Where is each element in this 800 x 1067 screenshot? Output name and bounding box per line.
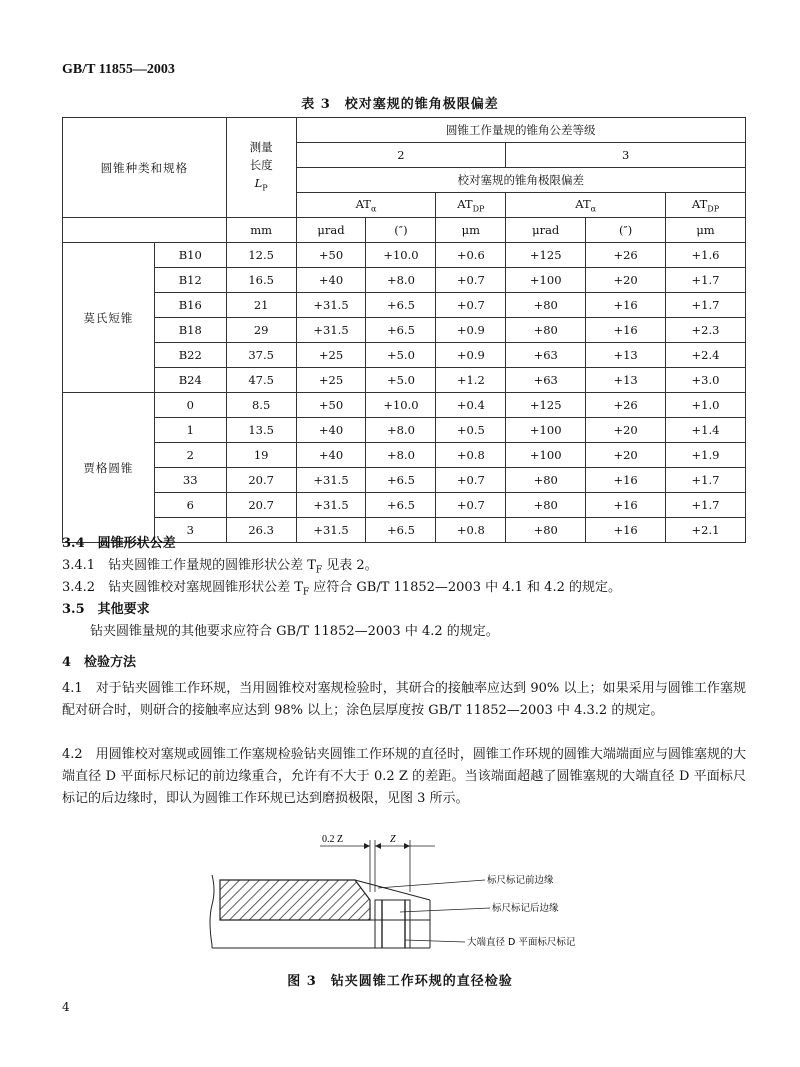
unit-um-3: μm [666, 218, 746, 243]
cell-c3: +0.8 [436, 518, 506, 543]
cell-c6: +1.7 [666, 293, 746, 318]
cell-c2: +8.0 [366, 268, 436, 293]
section-3-4-2: 3.4.2 钻夹圆锥校对塞规圆锥形状公差 $T_F$ 应符合 GB/T 11852—2003 中 4.1 和 4.2 的规定。 [62, 580, 621, 598]
unit-um-2: μm [436, 218, 506, 243]
cell-c1: +25 [296, 368, 366, 393]
table-row [63, 443, 746, 468]
header-length: 测量 长度 $L_P$ [226, 118, 296, 218]
cell-lp: 26.3 [226, 518, 296, 543]
cell-c4: +80 [506, 293, 586, 318]
standard-code: GB/T 11855—2003 [62, 62, 175, 77]
cell-c1: +31.5 [296, 318, 366, 343]
cell-c4: +63 [506, 343, 586, 368]
cell-lp: 21 [226, 293, 296, 318]
header-grade: 圆锥工作量规的锥角公差等级 [296, 118, 745, 143]
cell-c4: +63 [506, 368, 586, 393]
cell-c6: +2.4 [666, 343, 746, 368]
cell-c2: +6.5 [366, 468, 436, 493]
table-row [63, 243, 746, 268]
table-row [63, 493, 746, 518]
header-category: 圆锥种类和规格 [63, 118, 227, 218]
section-4-2: 4.2 用圆锥校对塞规或圆锥工作塞规检验钻夹圆锥工作环规的直径时，圆锥工作环规的圆锥大端端面应与圆锥塞规的大端直径 D 平面标尺标记的前边缘重合，允许有不大于 0.2 Z 的差距。当该端面超越了圆锥塞规的大端直径 D 平面标尺标记的后边缘时，即认为圆锥工作环规已达到磨损极限，见图 3 所示。 [62, 747, 746, 806]
cell-c3: +0.7 [436, 268, 506, 293]
cell-c5: +20 [586, 268, 666, 293]
header-grade-3: 3 [506, 143, 746, 168]
cell-c3: +0.7 [436, 468, 506, 493]
table-row [63, 343, 746, 368]
header-at-dp-2: $AT_{DP}$ [436, 193, 506, 218]
cell-c6: +1.6 [666, 243, 746, 268]
cell-c5: +20 [586, 418, 666, 443]
label-back-edge: 标尺标记后边缘 [492, 903, 559, 914]
cell-c2: +6.5 [366, 318, 436, 343]
page-number: 4 [62, 1000, 70, 1014]
cell-c1: +31.5 [296, 468, 366, 493]
cell-c6: +1.7 [666, 468, 746, 493]
cell-c4: +80 [506, 468, 586, 493]
cell-spec: B24 [154, 368, 226, 393]
cell-c3: +0.6 [436, 243, 506, 268]
cell-lp: 47.5 [226, 368, 296, 393]
group-name: 贾格圆锥 [63, 393, 155, 543]
header-at-alpha-2: $AT_\alpha$ [296, 193, 436, 218]
cell-c1: +31.5 [296, 293, 366, 318]
cell-spec: 33 [154, 468, 226, 493]
cell-c2: +6.5 [366, 518, 436, 543]
cell-c1: +25 [296, 343, 366, 368]
unit-urad-2: μrad [296, 218, 366, 243]
figure-3-diagram [200, 830, 620, 960]
cell-c4: +125 [506, 393, 586, 418]
cell-c1: +40 [296, 418, 366, 443]
section-3-5-heading: 3.5 其他要求 [62, 602, 150, 617]
unit-sec-3: (″) [586, 218, 666, 243]
cell-c2: +8.0 [366, 443, 436, 468]
table-row [63, 268, 746, 293]
section-4-1: 4.1 对于钻夹圆锥工作环规，当用圆锥校对塞规检验时，其研合的接触率应达到 90% 以上；如果采用与圆锥工作塞规配对研合时，则研合的接触率应达到 98% 以上；涂色层厚度按 GB/T 11852—2003 中 4.3.2 的规定。 [62, 681, 746, 718]
cell-spec: 1 [154, 418, 226, 443]
label-plane-mark: 大端直径 D 平面标尺标记 [467, 937, 576, 948]
cell-c5: +16 [586, 318, 666, 343]
cell-lp: 8.5 [226, 393, 296, 418]
cell-c1: +40 [296, 268, 366, 293]
cell-lp: 16.5 [226, 268, 296, 293]
cell-c5: +26 [586, 393, 666, 418]
cell-c5: +26 [586, 243, 666, 268]
cell-c1: +40 [296, 443, 366, 468]
cell-c3: +1.2 [436, 368, 506, 393]
figure-caption: 图 3 钻夹圆锥工作环规的直径检验 [287, 974, 513, 989]
cell-c6: +1.7 [666, 268, 746, 293]
cell-spec: B18 [154, 318, 226, 343]
cell-c3: +0.7 [436, 493, 506, 518]
cell-c2: +10.0 [366, 393, 436, 418]
header-at-dp-3: $AT_{DP}$ [666, 193, 746, 218]
deviation-table [62, 117, 746, 543]
cell-c6: +2.3 [666, 318, 746, 343]
cell-c4: +80 [506, 518, 586, 543]
unit-blank [63, 218, 227, 243]
cell-c5: +20 [586, 443, 666, 468]
cell-spec: 6 [154, 493, 226, 518]
cell-c2: +8.0 [366, 418, 436, 443]
cell-c6: +2.1 [666, 518, 746, 543]
cell-c4: +100 [506, 418, 586, 443]
cell-c4: +125 [506, 243, 586, 268]
header-grade-2: 2 [296, 143, 506, 168]
cell-spec: B22 [154, 343, 226, 368]
cell-c2: +10.0 [366, 243, 436, 268]
cell-c6: +3.0 [666, 368, 746, 393]
cell-c5: +16 [586, 468, 666, 493]
header-deviation: 校对塞规的锥角极限偏差 [296, 168, 745, 193]
table-row [63, 368, 746, 393]
cell-c5: +16 [586, 493, 666, 518]
label-z: Z [390, 834, 396, 845]
cell-c5: +16 [586, 293, 666, 318]
cell-c2: +6.5 [366, 293, 436, 318]
section-3-4-1: 3.4.1 钻夹圆锥工作量规的圆锥形状公差 $T_F$ 见表 2。 [62, 558, 378, 576]
cell-lp: 20.7 [226, 493, 296, 518]
cell-c1: +31.5 [296, 518, 366, 543]
cell-c1: +50 [296, 243, 366, 268]
cell-c3: +0.8 [436, 443, 506, 468]
cell-lp: 29 [226, 318, 296, 343]
cell-lp: 12.5 [226, 243, 296, 268]
table-title: 表 3 校对塞规的锥角极限偏差 [301, 97, 499, 112]
cell-c2: +6.5 [366, 493, 436, 518]
cell-c3: +0.5 [436, 418, 506, 443]
cell-c2: +5.0 [366, 368, 436, 393]
cell-lp: 13.5 [226, 418, 296, 443]
cell-spec: 2 [154, 443, 226, 468]
cell-c1: +31.5 [296, 493, 366, 518]
table-row [63, 293, 746, 318]
cell-c4: +100 [506, 443, 586, 468]
cell-c5: +16 [586, 518, 666, 543]
cell-lp: 19 [226, 443, 296, 468]
cell-c3: +0.4 [436, 393, 506, 418]
cell-c3: +0.9 [436, 343, 506, 368]
label-front-edge: 标尺标记前边缘 [487, 875, 554, 886]
cell-c6: +1.7 [666, 493, 746, 518]
cell-c3: +0.7 [436, 293, 506, 318]
section-4-heading: 4 检验方法 [62, 655, 137, 670]
cell-c1: +50 [296, 393, 366, 418]
unit-urad-3: μrad [506, 218, 586, 243]
cell-c6: +1.0 [666, 393, 746, 418]
cell-c2: +5.0 [366, 343, 436, 368]
unit-length: mm [226, 218, 296, 243]
cell-c4: +80 [506, 318, 586, 343]
section-3-4-heading: 3.4 圆锥形状公差 [62, 536, 176, 551]
cell-c4: +80 [506, 493, 586, 518]
cell-spec: 3 [154, 518, 226, 543]
table-row [63, 468, 746, 493]
cell-spec: 0 [154, 393, 226, 418]
cell-c3: +0.9 [436, 318, 506, 343]
cell-c5: +13 [586, 343, 666, 368]
table-row [63, 318, 746, 343]
cell-spec: B16 [154, 293, 226, 318]
section-3-5-body: 钻夹圆锥量规的其他要求应符合 GB/T 11852—2003 中 4.2 的规定。 [90, 624, 499, 639]
cell-spec: B10 [154, 243, 226, 268]
cell-lp: 20.7 [226, 468, 296, 493]
cell-c6: +1.9 [666, 443, 746, 468]
label-0-2z: 0.2 Z [322, 834, 344, 845]
table-row [63, 418, 746, 443]
header-at-alpha-3: $AT_\alpha$ [506, 193, 666, 218]
cell-spec: B12 [154, 268, 226, 293]
group-name: 莫氏短锥 [63, 243, 155, 393]
cell-c5: +13 [586, 368, 666, 393]
cell-c4: +100 [506, 268, 586, 293]
table-row [63, 393, 746, 418]
cell-c6: +1.4 [666, 418, 746, 443]
cell-lp: 37.5 [226, 343, 296, 368]
unit-sec-2: (″) [366, 218, 436, 243]
